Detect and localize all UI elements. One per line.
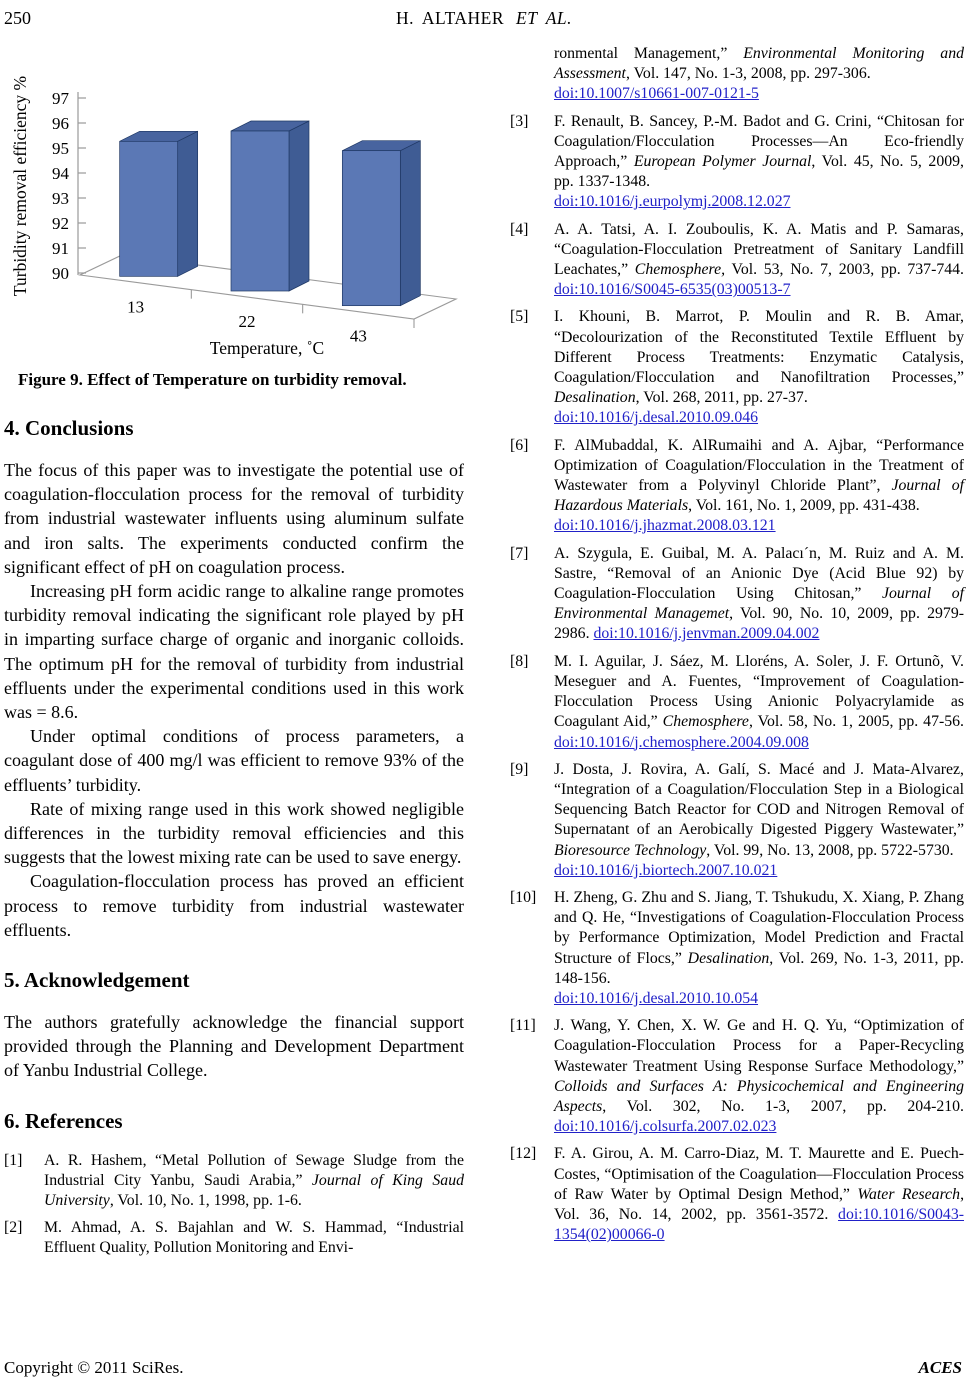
paragraph: Rate of mixing range used in this work showed negligible differences in the turbidity removal efficiencies and this suggests that the lowest mixing rate can be used to save energy. (4, 798, 464, 868)
figure-9-chart (6, 40, 458, 358)
journal-name: Journal of Environmental Managemet (553, 585, 964, 623)
y-tick-label: 96 (52, 114, 69, 133)
journal-name: Water Research (857, 1185, 961, 1203)
reference-item (510, 436, 964, 537)
reference-text (554, 220, 964, 301)
reference-text (554, 307, 964, 428)
reference-text (554, 760, 964, 881)
two-column-body (4, 40, 964, 1266)
page-header (4, 6, 964, 40)
reference-segment: , Vol. 302, No. 1-3, 2007, pp. 204-210. (602, 1097, 964, 1115)
y-tick-label: 91 (52, 239, 69, 258)
reference-number: [6] (509, 436, 529, 454)
reference-segment: F. Renault, B. Sancey, P.-M. Badot and G. Crini, “Chitosan for Coagulation/Flocculation Processes—An Eco-friendly Approach,” (553, 112, 964, 171)
reference-text (44, 1218, 464, 1258)
reference-item (510, 544, 964, 645)
y-tick-label: 94 (52, 164, 69, 183)
reference-segment: M. I. Aguilar, J. Sáez, M. Lloréns, A. Soler, J. F. Ortunõ, V. Meseguer and A. Fuentes, “Improvement of Coagulation-Flocculation Process Using Anionic Polyacrylamide as Coagulant Aid,” (553, 652, 964, 731)
acknowledgement-paragraph: The authors gratefully acknowledge the financial support provided through the Planning and Development Department of Yanbu Industrial College. (4, 1012, 464, 1081)
journal-name: Desalination (553, 389, 636, 407)
reference-segment: , Vol. 58, No. 1, 2005, pp. 47-56. (748, 713, 964, 731)
copyright-text: Copyright © 2011 SciRes. (4, 1358, 184, 1377)
reference-item (510, 220, 964, 301)
journal-name: Chemosphere (662, 713, 749, 731)
reference-text (554, 1016, 964, 1137)
reference-text (554, 652, 964, 753)
doi-link[interactable]: doi:10.1016/S0043-1354(02)00066-0 (553, 1205, 964, 1244)
reference-segment: ronmental Management,” (553, 45, 744, 62)
reference-segment: , Vol. 147, No. 1-3, 2008, pp. 297-306. (625, 65, 871, 83)
reference-number: [9] (509, 760, 529, 778)
reference-number: [3] (509, 112, 529, 130)
reference-text (554, 1144, 964, 1245)
y-tick-label: 90 (52, 264, 69, 283)
y-axis-title: Turbidity removal efficiency % (10, 75, 30, 297)
section-heading-conclusions: 4. Conclusions (4, 416, 134, 440)
reference-item (510, 112, 964, 213)
reference-segment: F. AlMubaddal, K. AlRumaihi and A. Ajbar, “Performance Optimization of Coagulation/Flocculation in the Treatment of Wastewater from a Polyvinyl Chloride Plant”, (553, 436, 964, 495)
running-head-etal: ET AL. (516, 8, 573, 28)
journal-name: Colloids and Surfaces A: Physicochemical and Engineering Aspects (553, 1077, 964, 1115)
reference-number: [11] (509, 1017, 536, 1035)
reference-item (4, 1151, 464, 1212)
doi-link[interactable]: doi:10.1016/j.chemosphere.2004.09.008 (553, 733, 809, 751)
x-tick-label: 43 (349, 326, 367, 346)
running-head (4, 8, 964, 29)
references-list-left (4, 1151, 464, 1259)
journal-name: Journal of King Saud University (44, 1171, 464, 1210)
journal-name: Bioresource Technology (553, 841, 707, 859)
references-list-right (510, 44, 964, 1245)
reference-number: [8] (509, 652, 529, 670)
reference-number: [10] (509, 888, 537, 906)
y-tick-label: 97 (52, 89, 69, 108)
reference-segment: , Vol. 268, 2011, pp. 27-37. (635, 389, 808, 407)
doi-link[interactable]: doi:10.1016/j.biortech.2007.10.021 (553, 861, 778, 879)
reference-segment: Vol. 53, No. 7, 2003, pp. 737-744. (725, 261, 964, 279)
journal-name: Chemosphere, (634, 261, 726, 279)
reference-item (510, 652, 964, 753)
doi-link[interactable]: doi:10.1016/j.jenvman.2009.04.002 (593, 625, 820, 643)
reference-segment: F. A. Girou, A. M. Carro-Diaz, M. T. Maurette and E. Puech-Costes, “Optimisation of the Coagulation—Flocculation Process of Raw Water by Optimal Design Method,” (553, 1145, 964, 1203)
running-head-authors: H. ALTAHER (395, 8, 505, 28)
reference-item (510, 760, 964, 881)
reference-segment: , Vol. 45, No. 5, 2009, pp. 1337-1348. (553, 153, 964, 191)
reference-item (4, 1218, 464, 1258)
conclusions-paragraphs (4, 458, 464, 942)
reference-segment: J. Wang, Y. Chen, X. W. Ge and H. Q. Yu, “Optimization of Coagulation-Flocculation Process for a Paper-Recycling Wastewater Treatment Using Response Surface Methodology,” (553, 1017, 964, 1075)
journal-name: Environmental Monitoring and Assessment (553, 45, 964, 83)
doi-link[interactable]: doi:10.1016/j.desal.2010.09.046 (553, 409, 759, 427)
doi-link[interactable]: doi:10.1016/j.colsurfa.2007.02.023 (553, 1118, 777, 1136)
reference-number (510, 44, 554, 105)
reference-segment: A. A. Tatsi, A. I. Zouboulis, K. A. Matis and P. Samaras, “Coagulation-Flocculation Pretreatment of Sanitary Landfill Leachates,” (553, 220, 964, 279)
reference-item (510, 1144, 964, 1245)
chart-bar (231, 121, 309, 291)
page-number: 250 (4, 8, 31, 28)
section-heading-references: 6. References (4, 1108, 123, 1133)
reference-item (510, 44, 964, 105)
reference-segment: , Vol. 161, No. 1, 2009, pp. 431-438. (688, 497, 920, 515)
x-tick-label: 22 (238, 312, 256, 331)
figure-9 (4, 40, 464, 390)
reference-segment: , Vol. 36, No. 14, 2002, pp. 3561-3572. (553, 1185, 965, 1223)
doi-link[interactable]: doi:10.1007/s10661-007-0121-5 (553, 85, 759, 103)
chart-bar (120, 131, 198, 276)
reference-item (510, 1016, 964, 1137)
x-tick-label: 13 (127, 297, 145, 317)
reference-segment: A. R. Hashem, “Metal Pollution of Sewage Sludge from the Industrial City Yanbu, Saudi Arabia,” (44, 1151, 464, 1189)
reference-text (554, 436, 964, 537)
reference-text (554, 112, 964, 213)
paragraph: Increasing pH form acidic range to alkaline range promotes turbidity removal indicating the significant role played by pH in imparting surface charge of organic and inorganic colloids. The optimum pH for the removal of turbidity from industrial effluents under the experimental conditions used in this work was = 8.6. (4, 581, 464, 723)
journal-name: European Polymer Journal (633, 153, 812, 171)
y-tick-label: 92 (52, 214, 69, 233)
reference-number: [12] (509, 1145, 537, 1163)
reference-item (510, 888, 964, 1009)
paragraph: Under optimal conditions of process parameters, a coagulant dose of 400 mg/l was efficient to remove 93% of the effluents’ turbidity. (4, 726, 464, 795)
chart-bar (342, 141, 420, 306)
reference-number: [7] (509, 544, 529, 562)
reference-text (554, 888, 964, 1009)
reference-number: [4] (509, 220, 529, 238)
reference-segment: , Vol. 99, No. 13, 2008, pp. 5722-5730. (706, 841, 954, 859)
journal-name: Journal of Hazardous Materials (553, 477, 964, 515)
reference-segment: I. Khouni, B. Marrot, P. Moulin and R. B. Amar, “Decolourization of the Reconstituted Textile Effluent by Different Process Treatments: Enzymatic Catalysis, Coagulation/Flocculation and Nanofiltration Processes,” (553, 308, 964, 387)
doi-link[interactable]: doi:10.1016/j.eurpolymj.2008.12.027 (553, 193, 791, 211)
x-axis-title: Temperature, ˚C (209, 338, 325, 358)
doi-link[interactable]: doi:10.1016/j.jhazmat.2008.03.121 (553, 517, 776, 535)
y-tick-label: 95 (52, 139, 69, 158)
reference-segment: M. Ahmad, A. S. Bajahlan and W. S. Hammad, “Industrial Effluent Quality, Pollution Monitoring and Envi- (44, 1219, 464, 1257)
left-column (4, 40, 464, 1266)
reference-text (554, 544, 964, 645)
reference-number: [1] (4, 1151, 23, 1169)
right-column (510, 40, 964, 1266)
reference-segment: , Vol. 10, No. 1, 1998, pp. 1-6. (109, 1192, 302, 1210)
reference-segment: J. Dosta, J. Rovira, A. Galí, S. Macé and J. Mata-Alvarez, “Integration of a Coagulation/Flocculation Step in a Biological Sequencing Batch Reactor for COD and Nitrogen Removal of Supernatant of an Aerobically Digested Piggery Wastewater,” (553, 760, 964, 839)
doi-link[interactable]: doi:10.1016/S0045-6535(03)00513-7 (553, 281, 791, 299)
doi-link[interactable]: doi:10.1016/j.desal.2010.10.054 (553, 989, 759, 1007)
paragraph: Coagulation-flocculation process has proved an efficient process to remove turbidity from industrial wastewater effluents. (4, 871, 464, 940)
reference-number: [5] (509, 308, 529, 326)
reference-number: [2] (4, 1219, 23, 1237)
reference-item (510, 307, 964, 428)
page-footer (4, 1358, 962, 1378)
reference-segment: A. Szygula, E. Guibal, M. A. Palacı´n, M. Ruiz and A. M. Sastre, “Removal of an Anionic Dye (Acid Blue 92) by Coagulation-Flocculation Using Chitosan,” (553, 544, 964, 603)
reference-segment: H. Zheng, G. Zhu and S. Jiang, T. Tshukudu, X. Xiang, P. Zhang and Q. He, “Investigations of Coagulation-Flocculation Process by Performance Optimization, Model Prediction and Fractal Structure of Flocs,” (553, 888, 964, 967)
reference-text (554, 44, 964, 105)
section-heading-acknowledgement: 5. Acknowledgement (4, 968, 190, 993)
figure-caption: Figure 9. Effect of Temperature on turbidity removal. (18, 370, 407, 389)
reference-segment: , Vol. 269, No. 1-3, 2011, pp. 148-156. (553, 949, 964, 987)
journal-name: Desalination (687, 949, 770, 967)
journal-abbreviation: ACES (918, 1358, 962, 1377)
y-tick-label: 93 (52, 189, 69, 208)
reference-segment: , Vol. 90, No. 10, 2009, pp. 2979-2986. (553, 605, 964, 643)
paragraph: The focus of this paper was to investigate the potential use of coagulation-flocculation process for the removal of turbidity from industrial wastewater influents using aluminum sulfate and iron salts. The experiments conducted confirm the significant effect of pH on coagulation process. (4, 460, 464, 577)
reference-text (44, 1151, 464, 1212)
